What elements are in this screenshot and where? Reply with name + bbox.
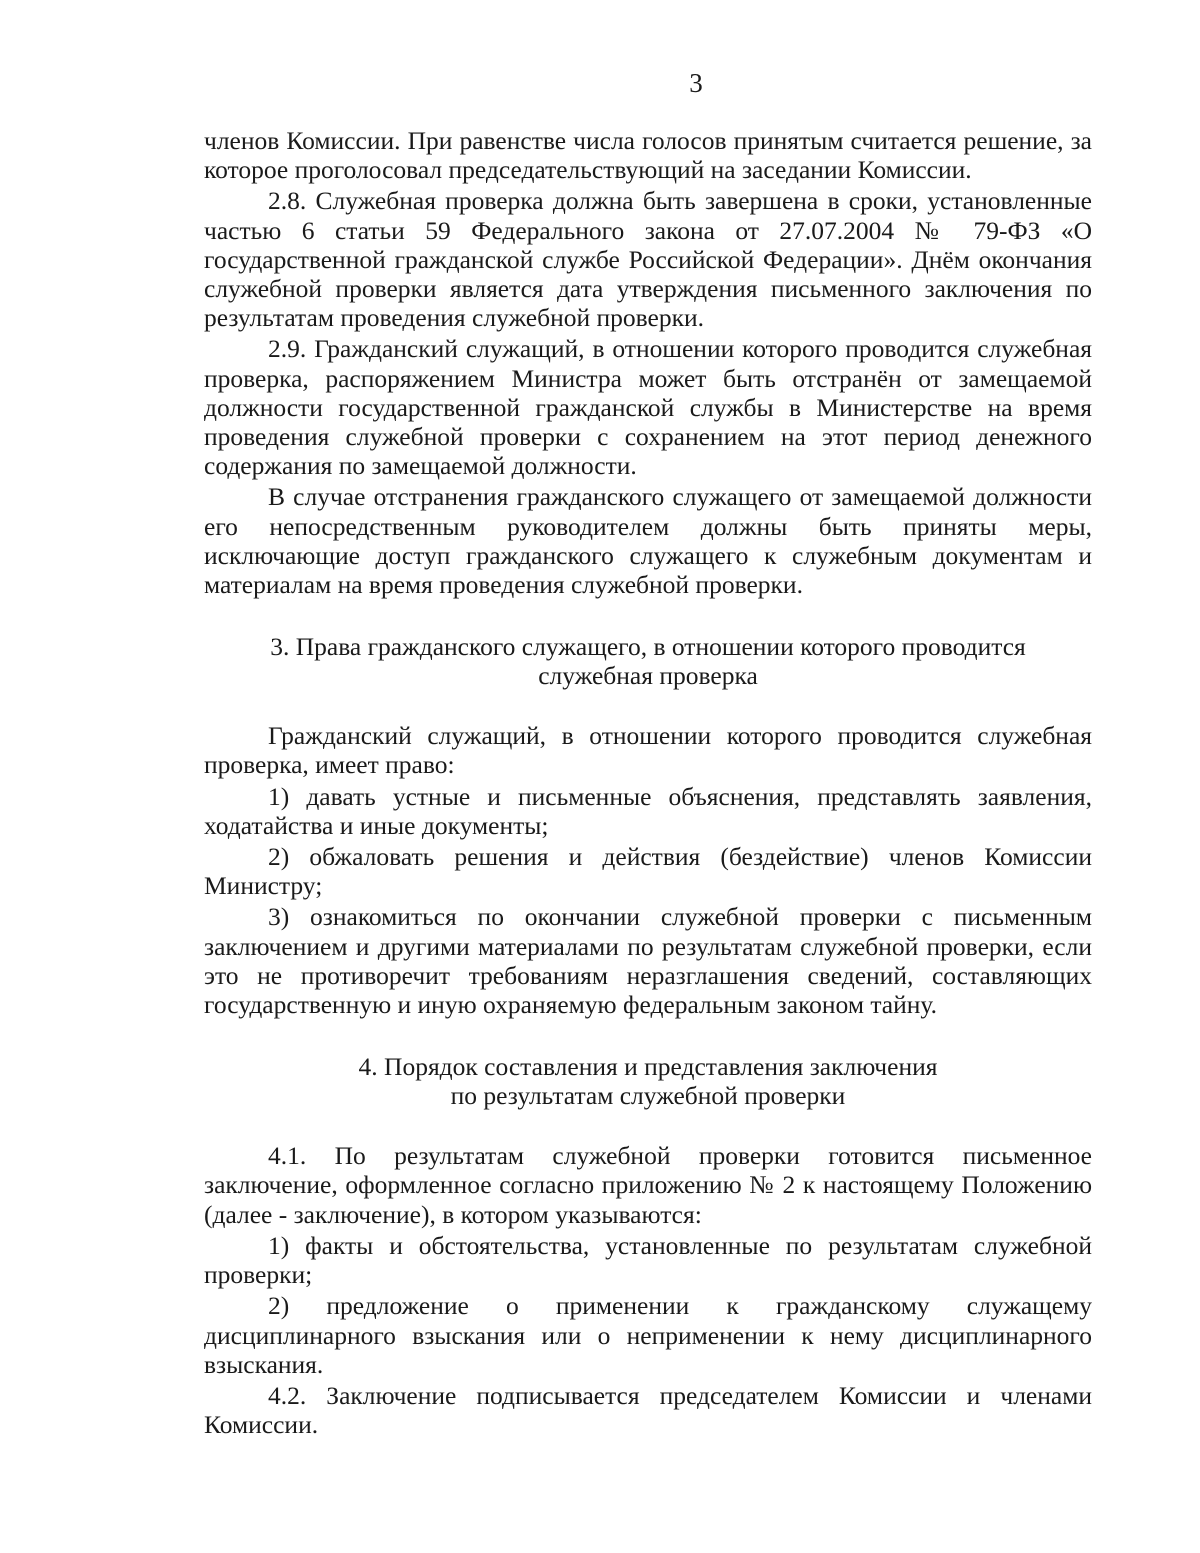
section-4-heading-line-1: 4. Порядок составления и представления заключения (358, 1052, 938, 1082)
paragraph-2-8: 2.8. Служебная проверка должна быть завершена в сроки, установленные частью 6 статьи 59 Федерального закона от 27.07.2004 № 79-ФЗ «О государственной гражданской службе Российской Федерации». Днём окончания служебной проверки является дата утверждения письменного заключения по результатам проведения служебной проверки. (204, 186, 1092, 333)
list-item-conclusion-1: 1) факты и обстоятельства, установленные по результатам служебной проверки; (204, 1230, 1092, 1290)
list-item-right-3: 3) ознакомиться по окончании служебной проверки с письменным заключением и другими материалами по результатам служебной проверки, если это не противоречит требованиям неразглашения сведений, составляющих государственную и иную охраняемую федеральным законом тайну. (204, 902, 1092, 1020)
section-3-heading-line-2: служебная проверка (538, 661, 758, 691)
document-page (204, 68, 1092, 1439)
paragraph-4-1: 4.1. По результатам служебной проверки готовится письменное заключение, оформленное согласно приложению № 2 к настоящему Положению (далее - заключение), в котором указываются: (204, 1141, 1092, 1229)
page-number: 3 (689, 68, 703, 98)
list-item-right-1: 1) давать устные и письменные объяснения, представлять заявления, ходатайства и иные документы; (204, 781, 1092, 840)
section-4-heading-line-2: по результатам служебной проверки (450, 1081, 846, 1111)
section-4-heading (204, 1052, 1092, 1110)
list-item-right-2: 2) обжаловать решения и действия (бездействие) членов Комиссии Министру; (204, 842, 1092, 901)
list-item-conclusion-2: 2) предложение о применении к гражданскому служащему дисциплинарного взыскания или о неприменении к нему дисциплинарного взыскания. (204, 1291, 1092, 1379)
section-3-heading (204, 632, 1092, 690)
paragraph-suspension-case: В случае отстранения гражданского служащего от замещаемой должности его непосредственным руководителем должны быть приняты меры, исключающие доступ гражданского служащего к служебным документам и материалам на время проведения служебной проверки. (204, 482, 1092, 600)
paragraph-rights-intro: Гражданский служащий, в отношении которого проводится служебная проверка, имеет право: (204, 721, 1092, 780)
paragraph-4-2: 4.2. Заключение подписывается председателем Комиссии и членами Комиссии. (204, 1380, 1092, 1440)
section-3-heading-line-1: 3. Права гражданского служащего, в отношении которого проводится (270, 632, 1026, 662)
paragraph-2-9: 2.9. Гражданский служащий, в отношении которого проводится служебная проверка, распоряжением Министра может быть отстранён от замещаемой должности государственной гражданской службы в Министерстве на время проведения служебной проверки с сохранением на этот период денежного содержания по замещаемой должности. (204, 334, 1092, 481)
paragraph-commission-voting: членов Комиссии. При равенстве числа голосов принятым считается решение, за которое проголосовал председательствующий на заседании Комиссии. (204, 126, 1092, 185)
